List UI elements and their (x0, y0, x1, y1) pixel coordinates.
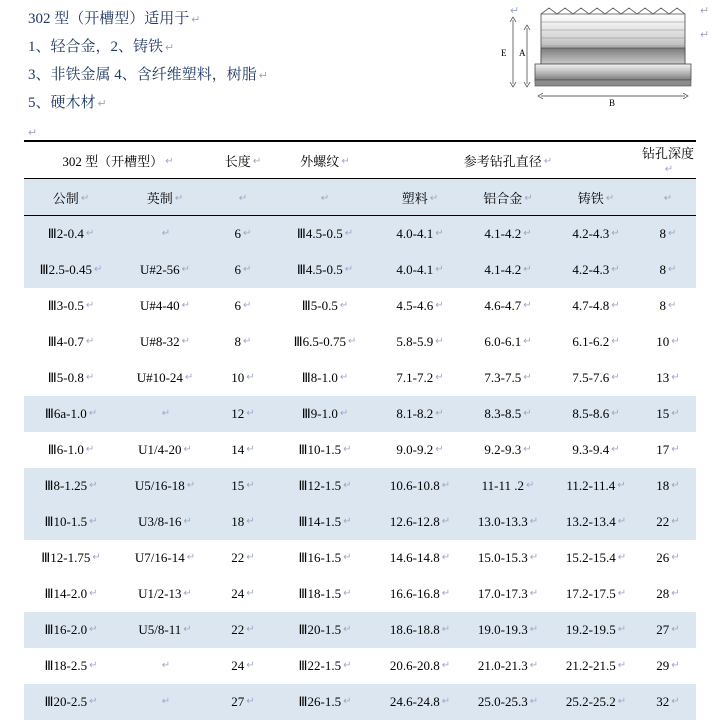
cell-thread: Ⅲ26-1.5 ↵ (274, 684, 376, 720)
intro-line-1-text: 302 型（开槽型）适用于 (28, 11, 190, 27)
cell-metric: Ⅲ2-0.4 ↵ (24, 216, 118, 253)
pilcrow-icon: ↵ (435, 408, 444, 419)
cell-depth: 8 ↵ (640, 252, 696, 288)
cell-aluminum: 4.1-4.2 ↵ (464, 252, 552, 288)
header-imperial: 英制 ↵ (118, 179, 212, 216)
cell-plastic: 10.6-10.8 ↵ (376, 468, 464, 504)
pilcrow-icon: ↵ (611, 444, 620, 455)
pilcrow-icon: ↵ (523, 300, 532, 311)
pilcrow-icon: ↵ (243, 264, 252, 275)
cell-aluminum: 4.6-4.7 ↵ (464, 288, 552, 324)
pilcrow-icon: ↵ (246, 552, 255, 563)
pilcrow-icon: ↵ (161, 696, 171, 707)
table-row (24, 396, 696, 432)
threaded-insert-drawing (489, 0, 709, 108)
pilcrow-icon: ↵ (344, 264, 354, 275)
cell-plastic: 4.5-4.6 ↵ (376, 288, 464, 324)
intro-line-3-text: 3、非铁金属 4、含纤维塑料，树脂 (28, 67, 257, 83)
cell-metric: Ⅲ10-1.5 ↵ (24, 504, 118, 540)
pilcrow-icon: ↵ (89, 660, 98, 671)
pilcrow-icon: ↵ (89, 480, 98, 491)
cell-depth: 32 ↵ (640, 684, 696, 720)
cell-aluminum: 11-11 .2 ↵ (464, 468, 552, 504)
cell-plastic: 12.6-12.8 ↵ (376, 504, 464, 540)
pilcrow-icon: ↵ (347, 336, 357, 347)
pilcrow-icon: ↵ (435, 228, 444, 239)
cell-length: 6 ↵ (212, 252, 274, 288)
pilcrow-icon: ↵ (246, 624, 255, 635)
pilcrow-icon: ↵ (80, 192, 90, 204)
pilcrow-icon: ↵ (343, 624, 352, 635)
cell-length: 8 ↵ (212, 324, 274, 360)
cell-length: 15 ↵ (212, 468, 274, 504)
cell-castiron: 9.3-9.4 ↵ (552, 432, 640, 468)
pilcrow-icon: ↵ (341, 155, 350, 167)
cell-imperial: U1/4-20 ↵ (118, 432, 212, 468)
pilcrow-icon: ↵ (441, 588, 451, 599)
cell-length: 10 ↵ (212, 360, 274, 396)
cell-imperial (118, 648, 212, 684)
pilcrow-icon: ↵ (617, 588, 627, 599)
pilcrow-icon: ↵ (435, 444, 444, 455)
pilcrow-icon: ↵ (543, 155, 553, 167)
cell-imperial: U1/2-13 ↵ (118, 576, 212, 612)
cell-depth: 10 ↵ (640, 324, 696, 360)
pilcrow-icon: ↵ (161, 228, 171, 239)
cell-plastic: 20.6-20.8 ↵ (376, 648, 464, 684)
cell-thread: Ⅲ12-1.5 ↵ (274, 468, 376, 504)
pilcrow-icon: ↵ (339, 300, 349, 311)
pilcrow-icon: ↵ (523, 372, 532, 383)
intro-line-2-text: 1、轻合金，2、铸铁 (28, 39, 164, 55)
pilcrow-icon: ↵ (529, 516, 539, 527)
pilcrow-icon: ↵ (611, 372, 620, 383)
pilcrow-icon: ↵ (429, 192, 439, 204)
cell-depth: 17 ↵ (640, 432, 696, 468)
cell-imperial: U7/16-14 ↵ (118, 540, 212, 576)
pilcrow-icon: ↵ (611, 300, 620, 311)
cell-aluminum: 13.0-13.3 ↵ (464, 504, 552, 540)
cell-metric: Ⅲ4-0.7 ↵ (24, 324, 118, 360)
cell-plastic: 7.1-7.2 ↵ (376, 360, 464, 396)
pilcrow-icon: ↵ (89, 588, 98, 599)
pilcrow-icon: ↵ (181, 336, 191, 347)
pilcrow-icon: ↵ (525, 480, 535, 491)
pilcrow-icon: ↵ (510, 5, 520, 17)
pilcrow-icon: ↵ (524, 192, 533, 204)
pilcrow-icon: ↵ (89, 624, 98, 635)
cell-plastic: 18.6-18.8 ↵ (376, 612, 464, 648)
pilcrow-icon: ↵ (343, 516, 352, 527)
cell-thread: Ⅲ5-0.5 ↵ (274, 288, 376, 324)
pilcrow-icon: ↵ (617, 660, 627, 671)
cell-castiron: 4.7-4.8 ↵ (552, 288, 640, 324)
pilcrow-icon: ↵ (617, 552, 627, 563)
pilcrow-icon: ↵ (246, 480, 255, 491)
cell-length: 18 ↵ (212, 504, 274, 540)
pilcrow-icon: ↵ (186, 480, 196, 491)
cell-plastic: 8.1-8.2 ↵ (376, 396, 464, 432)
pilcrow-icon: ↵ (191, 14, 201, 26)
cell-plastic: 4.0-4.1 ↵ (376, 252, 464, 288)
pilcrow-icon: ↵ (93, 264, 103, 275)
intro-text-block (28, 6, 498, 118)
cell-length: 24 ↵ (212, 648, 274, 684)
pilcrow-icon: ↵ (343, 552, 352, 563)
pilcrow-icon: ↵ (246, 372, 255, 383)
pilcrow-icon: ↵ (181, 300, 191, 311)
cell-depth: 15 ↵ (640, 396, 696, 432)
pilcrow-icon: ↵ (343, 480, 352, 491)
cell-depth: 22 ↵ (640, 504, 696, 540)
cell-length: 6 ↵ (212, 288, 274, 324)
table-row (24, 684, 696, 720)
intro-line-1 (28, 6, 498, 34)
table-row (24, 216, 696, 253)
pilcrow-icon: ↵ (246, 516, 255, 527)
cell-plastic: 9.0-9.2 ↵ (376, 432, 464, 468)
cell-depth: 26 ↵ (640, 540, 696, 576)
pilcrow-icon: ↵ (85, 228, 95, 239)
pilcrow-icon: ↵ (529, 552, 539, 563)
intro-line-3 (28, 62, 498, 90)
spec-table-container (24, 140, 696, 720)
pilcrow-icon: ↵ (700, 29, 710, 41)
cell-aluminum: 9.2-9.3 ↵ (464, 432, 552, 468)
cell-imperial: U5/8-11 ↵ (118, 612, 212, 648)
pilcrow-icon: ↵ (529, 696, 539, 707)
header-thread-sub (274, 179, 376, 216)
pilcrow-icon: ↵ (181, 264, 191, 275)
table-row (24, 576, 696, 612)
pilcrow-icon: ↵ (343, 588, 352, 599)
cell-thread: Ⅲ22-1.5 ↵ (274, 648, 376, 684)
pilcrow-icon: ↵ (92, 552, 101, 563)
pilcrow-icon: ↵ (28, 127, 38, 139)
cell-aluminum: 17.0-17.3 ↵ (464, 576, 552, 612)
pilcrow-icon: ↵ (529, 624, 539, 635)
pilcrow-icon: ↵ (246, 660, 255, 671)
cell-castiron: 4.2-4.3 ↵ (552, 252, 640, 288)
cell-imperial (118, 216, 212, 253)
pilcrow-icon: ↵ (243, 300, 252, 311)
pilcrow-icon: ↵ (183, 444, 192, 455)
pilcrow-icon: ↵ (97, 98, 107, 110)
pilcrow-icon: ↵ (668, 300, 677, 311)
pilcrow-icon: ↵ (523, 408, 532, 419)
cell-imperial: U#2-56 ↵ (118, 252, 212, 288)
pilcrow-icon: ↵ (246, 696, 255, 707)
pilcrow-icon: ↵ (89, 516, 98, 527)
pilcrow-icon: ↵ (668, 264, 677, 275)
cell-metric: Ⅲ20-2.5 ↵ (24, 684, 118, 720)
pilcrow-icon: ↵ (243, 336, 252, 347)
pilcrow-icon: ↵ (611, 228, 620, 239)
pilcrow-icon: ↵ (617, 696, 627, 707)
cell-castiron: 19.2-19.5 ↵ (552, 612, 640, 648)
pilcrow-icon: ↵ (611, 264, 620, 275)
pilcrow-icon: ↵ (343, 696, 352, 707)
table-row (24, 612, 696, 648)
cell-imperial (118, 396, 212, 432)
pilcrow-icon: ↵ (441, 516, 451, 527)
cell-castiron: 4.2-4.3 ↵ (552, 216, 640, 253)
cell-metric: Ⅲ16-2.0 ↵ (24, 612, 118, 648)
intro-line-4 (28, 90, 498, 118)
cell-depth: 29 ↵ (640, 648, 696, 684)
header-length: 长度 ↵ (212, 141, 274, 179)
pilcrow-icon: ↵ (671, 624, 680, 635)
cell-metric: Ⅲ2.5-0.45 ↵ (24, 252, 118, 288)
pilcrow-icon: ↵ (664, 163, 674, 175)
cell-length: 27 ↵ (212, 684, 274, 720)
pilcrow-icon: ↵ (668, 228, 677, 239)
cell-thread: Ⅲ6.5-0.75 ↵ (274, 324, 376, 360)
cell-castiron: 25.2-25.2 ↵ (552, 684, 640, 720)
pilcrow-icon: ↵ (523, 444, 532, 455)
cell-imperial: U#10-24 ↵ (118, 360, 212, 396)
table-row (24, 468, 696, 504)
table-row (24, 432, 696, 468)
cell-length: 6 ↵ (212, 216, 274, 253)
cell-thread: Ⅲ14-1.5 ↵ (274, 504, 376, 540)
cell-metric: Ⅲ18-2.5 ↵ (24, 648, 118, 684)
pilcrow-icon: ↵ (617, 624, 627, 635)
header-drill-diameter: 参考钻孔直径 ↵ (376, 141, 640, 179)
pilcrow-icon: ↵ (671, 408, 680, 419)
cell-thread: Ⅲ18-1.5 ↵ (274, 576, 376, 612)
cell-thread: Ⅲ10-1.5 ↵ (274, 432, 376, 468)
header-metric: 公制 ↵ (24, 179, 118, 216)
header-plastic: 塑料 ↵ (376, 179, 464, 216)
pilcrow-icon: ↵ (671, 480, 680, 491)
cell-aluminum: 25.0-25.3 ↵ (464, 684, 552, 720)
table-row (24, 648, 696, 684)
cell-castiron: 8.5-8.6 ↵ (552, 396, 640, 432)
cell-depth: 18 ↵ (640, 468, 696, 504)
pilcrow-icon: ↵ (435, 264, 444, 275)
pilcrow-icon: ↵ (238, 193, 248, 204)
cell-aluminum: 15.0-15.3 ↵ (464, 540, 552, 576)
pilcrow-icon: ↵ (89, 696, 98, 707)
cell-length: 14 ↵ (212, 432, 274, 468)
pilcrow-icon: ↵ (435, 372, 444, 383)
table-row (24, 288, 696, 324)
cell-thread: Ⅲ8-1.0 ↵ (274, 360, 376, 396)
dim-label-b: B (609, 98, 616, 108)
cell-plastic: 5.8-5.9 ↵ (376, 324, 464, 360)
pilcrow-icon: ↵ (183, 588, 192, 599)
pilcrow-icon: ↵ (611, 408, 620, 419)
cell-castiron: 15.2-15.4 ↵ (552, 540, 640, 576)
header-thread: 外螺纹 ↵ (274, 141, 376, 179)
header-depth-sub (640, 179, 696, 216)
header-drill-depth: 钻孔深度↵ (640, 141, 696, 179)
cell-castiron: 21.2-21.5 ↵ (552, 648, 640, 684)
cell-castiron: 11.2-11.4 ↵ (552, 468, 640, 504)
pilcrow-icon: ↵ (339, 408, 349, 419)
cell-length: 22 ↵ (212, 540, 274, 576)
document-header (0, 0, 717, 139)
dim-label-e: E (501, 48, 507, 58)
pilcrow-icon: ↵ (663, 193, 673, 204)
pilcrow-icon: ↵ (611, 336, 620, 347)
header-castiron: 铸铁 ↵ (552, 179, 640, 216)
cell-aluminum: 7.3-7.5 ↵ (464, 360, 552, 396)
cell-metric: Ⅲ14-2.0 ↵ (24, 576, 118, 612)
cell-metric: Ⅲ12-1.75 ↵ (24, 540, 118, 576)
pilcrow-icon: ↵ (523, 336, 532, 347)
pilcrow-icon: ↵ (671, 696, 680, 707)
table-row (24, 324, 696, 360)
header-aluminum: 铝合金 ↵ (464, 179, 552, 216)
cell-metric: Ⅲ6-1.0 ↵ (24, 432, 118, 468)
pilcrow-icon: ↵ (246, 588, 255, 599)
cell-imperial (118, 684, 212, 720)
pilcrow-icon: ↵ (529, 588, 539, 599)
cell-aluminum: 21.0-21.3 ↵ (464, 648, 552, 684)
pilcrow-icon: ↵ (161, 408, 171, 419)
cell-imperial: U5/16-18 ↵ (118, 468, 212, 504)
cell-metric: Ⅲ6a-1.0 ↵ (24, 396, 118, 432)
table-row (24, 540, 696, 576)
intro-line-2 (28, 34, 498, 62)
pilcrow-icon: ↵ (252, 155, 262, 167)
pilcrow-icon: ↵ (671, 372, 680, 383)
cell-plastic: 14.6-14.8 ↵ (376, 540, 464, 576)
cell-length: 12 ↵ (212, 396, 274, 432)
table-row (24, 360, 696, 396)
pilcrow-icon: ↵ (441, 624, 451, 635)
cell-length: 24 ↵ (212, 576, 274, 612)
cell-plastic: 4.0-4.1 ↵ (376, 216, 464, 253)
pilcrow-icon: ↵ (186, 552, 196, 563)
pilcrow-icon: ↵ (246, 408, 255, 419)
cell-aluminum: 8.3-8.5 ↵ (464, 396, 552, 432)
table-header-row-2 (24, 179, 696, 216)
cell-depth: 8 ↵ (640, 216, 696, 253)
header-length-sub (212, 179, 274, 216)
dim-label-a: A (519, 48, 526, 58)
pilcrow-icon: ↵ (258, 70, 268, 82)
pilcrow-icon: ↵ (184, 372, 194, 383)
pilcrow-icon: ↵ (165, 42, 175, 54)
cell-metric: Ⅲ3-0.5 ↵ (24, 288, 118, 324)
cell-aluminum: 4.1-4.2 ↵ (464, 216, 552, 253)
pilcrow-icon: ↵ (671, 336, 680, 347)
cell-castiron: 6.1-6.2 ↵ (552, 324, 640, 360)
pilcrow-icon: ↵ (246, 444, 255, 455)
cell-plastic: 16.6-16.8 ↵ (376, 576, 464, 612)
pilcrow-icon: ↵ (671, 552, 680, 563)
pilcrow-icon: ↵ (671, 660, 680, 671)
pilcrow-icon: ↵ (183, 624, 192, 635)
pilcrow-icon: ↵ (605, 192, 615, 204)
cell-length: 22 ↵ (212, 612, 274, 648)
cell-aluminum: 6.0-6.1 ↵ (464, 324, 552, 360)
pilcrow-icon: ↵ (441, 552, 451, 563)
pilcrow-icon: ↵ (343, 660, 352, 671)
pilcrow-icon: ↵ (165, 155, 174, 167)
pilcrow-icon: ↵ (617, 516, 627, 527)
intro-line-4-text: 5、硬木材 (28, 95, 96, 111)
table-row (24, 252, 696, 288)
pilcrow-icon: ↵ (700, 5, 710, 17)
table-header-row-1 (24, 141, 696, 179)
header-type: 302 型（开槽型） ↵ (24, 141, 212, 179)
cell-metric: Ⅲ8-1.25 ↵ (24, 468, 118, 504)
pilcrow-icon: ↵ (523, 228, 532, 239)
cell-imperial: U3/8-16 ↵ (118, 504, 212, 540)
cell-depth: 13 ↵ (640, 360, 696, 396)
pilcrow-icon: ↵ (344, 228, 354, 239)
pilcrow-icon: ↵ (85, 372, 95, 383)
cell-thread: Ⅲ9-1.0 ↵ (274, 396, 376, 432)
pilcrow-icon: ↵ (441, 696, 451, 707)
cell-depth: 8 ↵ (640, 288, 696, 324)
pilcrow-icon: ↵ (343, 444, 352, 455)
cell-aluminum: 19.0-19.3 ↵ (464, 612, 552, 648)
pilcrow-icon: ↵ (85, 444, 95, 455)
pilcrow-icon: ↵ (435, 300, 444, 311)
pilcrow-icon: ↵ (88, 408, 98, 419)
pilcrow-icon: ↵ (435, 336, 444, 347)
cell-castiron: 7.5-7.6 ↵ (552, 360, 640, 396)
cell-metric: Ⅲ5-0.8 ↵ (24, 360, 118, 396)
cell-thread: Ⅲ4.5-0.5 ↵ (274, 216, 376, 253)
spec-table (24, 140, 696, 720)
pilcrow-icon: ↵ (523, 264, 532, 275)
cell-depth: 27 ↵ (640, 612, 696, 648)
pilcrow-icon: ↵ (85, 336, 95, 347)
pilcrow-icon: ↵ (441, 480, 451, 491)
cell-castiron: 13.2-13.4 ↵ (552, 504, 640, 540)
cell-thread: Ⅲ20-1.5 ↵ (274, 612, 376, 648)
cell-imperial: U#4-40 ↵ (118, 288, 212, 324)
pilcrow-icon: ↵ (671, 444, 680, 455)
pilcrow-icon: ↵ (529, 660, 539, 671)
pilcrow-icon: ↵ (243, 228, 252, 239)
table-row (24, 504, 696, 540)
pilcrow-icon: ↵ (85, 300, 95, 311)
pilcrow-icon: ↵ (161, 660, 171, 671)
cell-imperial: U#8-32 ↵ (118, 324, 212, 360)
cell-plastic: 24.6-24.8 ↵ (376, 684, 464, 720)
pilcrow-icon: ↵ (671, 588, 680, 599)
cell-thread: Ⅲ16-1.5 ↵ (274, 540, 376, 576)
pilcrow-icon: ↵ (174, 192, 184, 204)
pilcrow-icon: ↵ (320, 193, 330, 204)
pilcrow-icon: ↵ (617, 480, 626, 491)
cell-thread: Ⅲ4.5-0.5 ↵ (274, 252, 376, 288)
cell-depth: 28 ↵ (640, 576, 696, 612)
pilcrow-icon: ↵ (441, 660, 451, 671)
pilcrow-icon: ↵ (183, 516, 192, 527)
pilcrow-icon: ↵ (339, 372, 349, 383)
pilcrow-icon: ↵ (671, 516, 680, 527)
cell-castiron: 17.2-17.5 ↵ (552, 576, 640, 612)
